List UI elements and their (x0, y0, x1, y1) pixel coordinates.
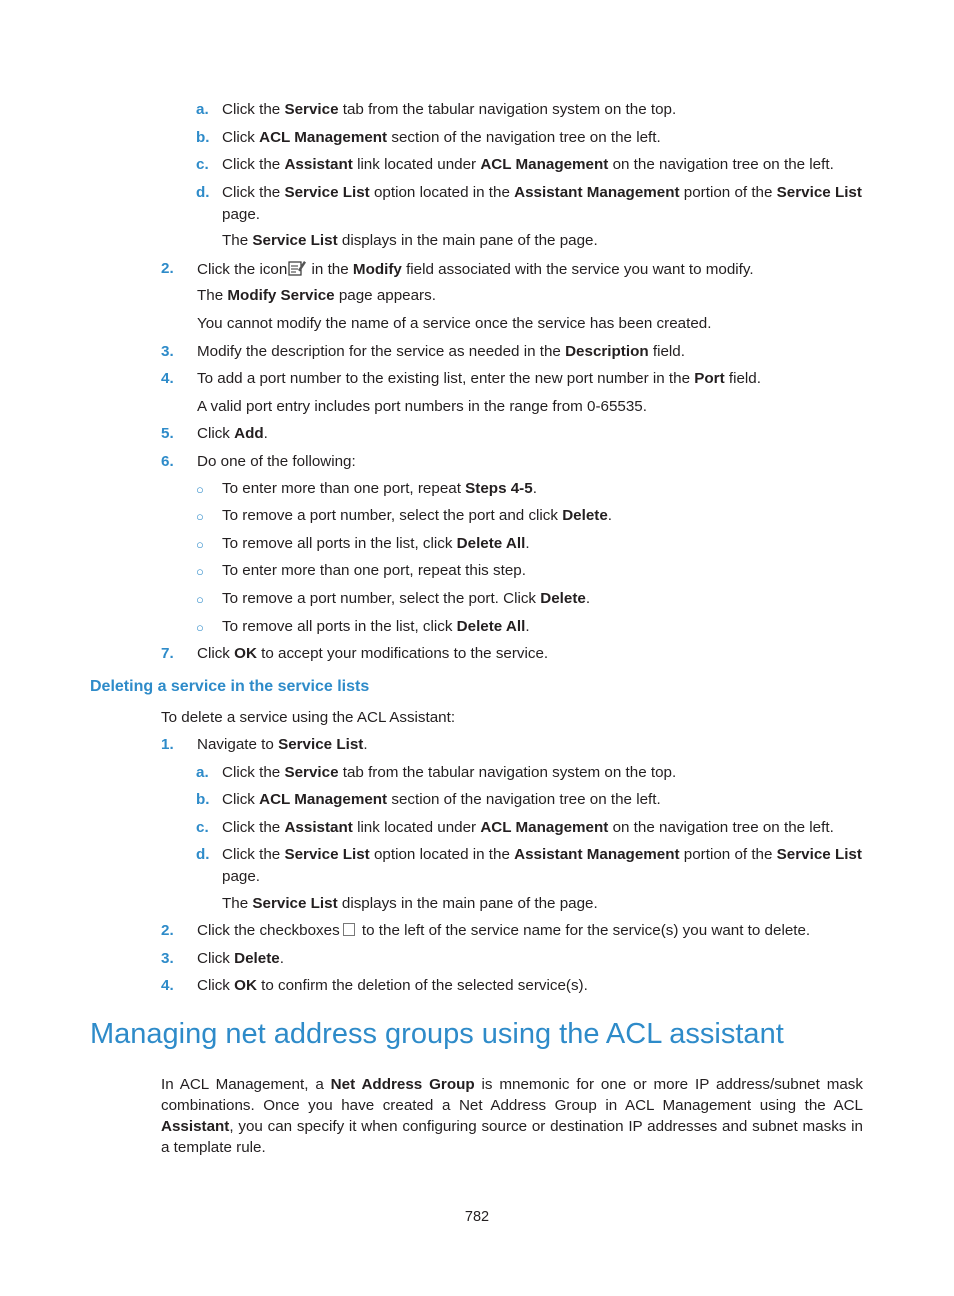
substep-d-text: Click the Service List option located in the Assistant Management portion of the Service List (222, 184, 862, 201)
step-7-text: Click OK to accept your modifications to the service. (197, 645, 549, 662)
step-7-number: 7. (161, 645, 174, 662)
bullet-icon: ○ (196, 509, 204, 524)
step-4-note: A valid port entry includes port numbers in the range from 0-65535. (197, 398, 647, 415)
substep-d-marker: d. (196, 184, 210, 201)
delete-substep-d-note: The Service List displays in the main pane of the page. (222, 895, 598, 912)
checkbox-icon (343, 922, 355, 935)
substep-b-text: Click ACL Management section of the navigation tree on the left. (222, 129, 661, 146)
bullet-1: To enter more than one port, repeat Steps 4-5. (222, 480, 537, 497)
delete-substep-d-continuation: page. (222, 868, 261, 885)
step-6-text: Do one of the following: (197, 453, 356, 470)
bullet-icon: ○ (196, 482, 204, 497)
substep-c-marker: c. (196, 156, 209, 173)
delete-step-1-number: 1. (161, 736, 174, 753)
delete-substep-d-marker: d. (196, 846, 210, 863)
bullet-icon: ○ (196, 592, 204, 607)
delete-substep-c-text: Click the Assistant link located under ACL Management on the navigation tree on the left. (222, 819, 834, 836)
delete-step-1-text: Navigate to Service List. (197, 736, 368, 753)
step-4-number: 4. (161, 370, 174, 387)
delete-substep-b-marker: b. (196, 791, 210, 808)
delete-substep-b-text: Click ACL Management section of the navigation tree on the left. (222, 791, 661, 808)
delete-substep-a-marker: a. (196, 764, 209, 781)
step-2-note-1: The Modify Service page appears. (197, 287, 436, 304)
delete-step-3-text: Click Delete. (197, 950, 284, 967)
page-number: 782 (464, 1209, 490, 1225)
step-3-number: 3. (161, 343, 174, 360)
delete-step-4-number: 4. (161, 977, 174, 994)
bullet-icon: ○ (196, 564, 204, 579)
net-address-paragraph: In ACL Management, a Net Address Group is mnemonic for one or more IP address/subnet mask combinations. Once you have created a Net Address Group in ACL Management using the ACL Assistant, you can specify it when configuring source or destination IP addresses and subnet masks in a template rule. (161, 1076, 863, 1156)
delete-substep-d-text: Click the Service List option located in the Assistant Management portion of the Service List (222, 846, 862, 863)
substep-d-continuation: page. (222, 206, 261, 223)
substep-c-text: Click the Assistant link located under ACL Management on the navigation tree on the left. (222, 156, 834, 173)
bullet-3: To remove all ports in the list, click Delete All. (222, 535, 530, 552)
bullet-5: To remove a port number, select the port. Click Delete. (222, 590, 591, 607)
step-2-text: Click the icon in the Modify field associated with the service you want to modify. (197, 261, 754, 278)
step-5-number: 5. (161, 425, 174, 442)
section-heading-delete: Deleting a service in the service lists (90, 678, 370, 695)
delete-step-2-text: Click the checkboxes to the left of the service name for the service(s) you want to delete. (197, 922, 811, 939)
step-2-note-2: You cannot modify the name of a service once the service has been created. (197, 315, 712, 332)
bullet-4: To enter more than one port, repeat this step. (222, 562, 526, 579)
delete-substep-a-text: Click the Service tab from the tabular navigation system on the top. (222, 764, 677, 781)
delete-step-2-number: 2. (161, 922, 174, 939)
step-2-number: 2. (161, 260, 174, 277)
substep-a-text: Click the Service tab from the tabular navigation system on the top. (222, 101, 677, 118)
delete-substep-c-marker: c. (196, 819, 209, 836)
step-3-text: Modify the description for the service as needed in the Description field. (197, 343, 685, 360)
step-5-text: Click Add. (197, 425, 268, 442)
substep-d-note: The Service List displays in the main pane of the page. (222, 232, 598, 249)
section-heading-net-address-groups: Managing net address groups using the ACL assistant (90, 1018, 784, 1050)
delete-step-4-text: Click OK to confirm the deletion of the selected service(s). (197, 977, 588, 994)
substep-a-marker: a. (196, 101, 209, 118)
substep-b-marker: b. (196, 129, 210, 146)
step-6-number: 6. (161, 453, 174, 470)
step-4-text: To add a port number to the existing list, enter the new port number in the Port field. (197, 370, 761, 387)
bullet-6: To remove all ports in the list, click Delete All. (222, 618, 530, 635)
delete-step-3-number: 3. (161, 950, 174, 967)
bullet-icon: ○ (196, 537, 204, 552)
bullet-icon: ○ (196, 620, 204, 635)
edit-icon (287, 259, 307, 277)
bullet-2: To remove a port number, select the port and click Delete. (222, 507, 613, 524)
delete-intro: To delete a service using the ACL Assistant: (161, 709, 456, 726)
